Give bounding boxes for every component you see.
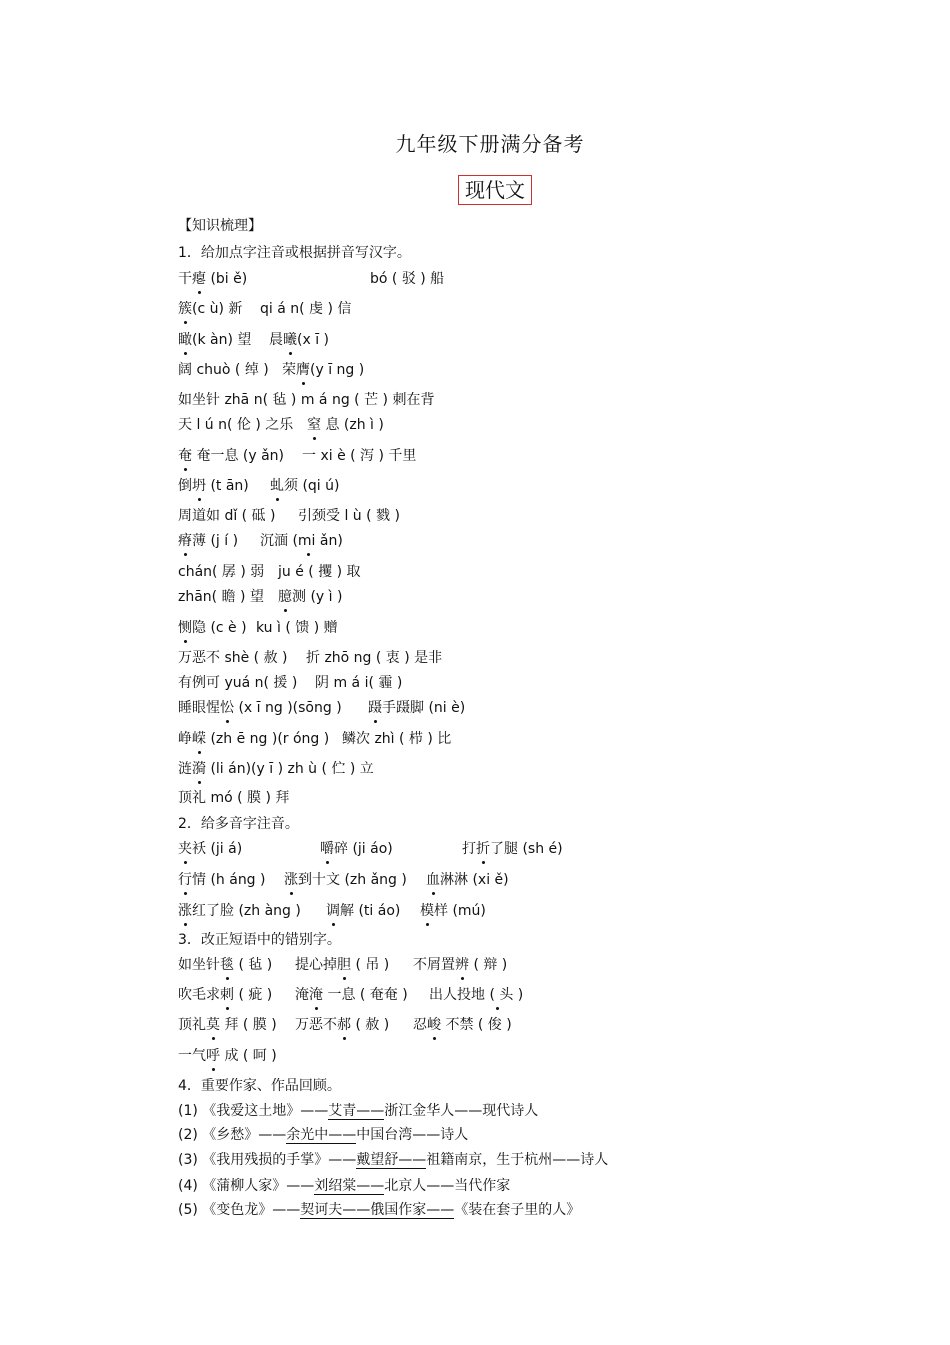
q1-row-11 [178, 562, 878, 582]
dotted-char: 臆 [278, 589, 292, 605]
text: 出人投 [429, 987, 471, 1003]
q1-entry: qi á n( 虔 ) 信 [260, 301, 352, 317]
q1-entry [269, 330, 329, 350]
q3-entry [178, 1046, 277, 1066]
q3-row-2 [178, 985, 878, 1005]
text: 如坐针 [178, 957, 220, 973]
question-1-prompt: 1．给加点字注音或根据拼音写汉字。 [178, 245, 411, 261]
text: ( 辩 ) [469, 957, 508, 973]
dotted-char: 峻 [427, 1017, 441, 1033]
text: 不屑置 [413, 957, 455, 973]
dotted-char: 刺 [220, 987, 234, 1003]
text: (li án)(y ī ) zh ù ( 伫 ) 立 [206, 761, 374, 777]
q3-entry [413, 955, 507, 975]
author-item-3 [178, 1150, 608, 1170]
q1-row-3 [178, 330, 878, 350]
question-3-prompt: 3．改正短语中的错别字。 [178, 932, 341, 948]
text: 不禁 ( 俊 ) [441, 1017, 512, 1033]
q1-entry [178, 759, 374, 779]
q1-entry: 阴 m á i( 霾 ) [315, 675, 403, 691]
work-title: 《我爱这土地》—— [202, 1103, 329, 1119]
q1-entry [178, 299, 242, 319]
q1-entry: 万恶不 shè ( 赦 ) [178, 650, 288, 666]
text: 吹毛求 [178, 987, 220, 1003]
q1-entry [178, 531, 238, 551]
item-number: (5) [178, 1202, 198, 1218]
work-title: 《变色龙》—— [202, 1202, 301, 1218]
section-heading: 【知识梳理】 [178, 218, 262, 234]
q1-entry [178, 269, 247, 289]
dotted-char: 瘠 [178, 533, 192, 549]
text: ( 吊 ) [351, 957, 390, 973]
text: 手蹑脚 (ni è) [382, 700, 466, 716]
item-number: (1) [178, 1103, 198, 1119]
dotted-char: 瞰 [178, 332, 192, 348]
q3-row-4 [178, 1046, 878, 1066]
author-info: 浙江金华人——现代诗人 [384, 1103, 539, 1119]
text: 提心掉 [295, 957, 337, 973]
q1-entry: 周道如 dǐ ( 砥 ) [178, 508, 276, 524]
dotted-char: 胆 [337, 957, 351, 973]
dotted-char: 模 [420, 903, 434, 919]
q1-entry [178, 618, 247, 638]
question-2-prompt: 2．给多音字注音。 [178, 816, 299, 832]
dotted-char: 夹 [178, 841, 192, 857]
dotted-char: 湎 (mi ǎn) [274, 533, 343, 549]
text: 奄一息 (y ǎn) [192, 448, 285, 464]
author-item-4 [178, 1176, 510, 1196]
text: (y ī ng ) [310, 362, 365, 378]
q1-entry [270, 476, 339, 496]
text: 沉 [260, 533, 274, 549]
text: (x ī ) [297, 332, 329, 348]
q1-entry: 引颈受 l ù ( 戮 ) [298, 508, 400, 524]
author-info: 中国台湾——诗人 [356, 1127, 469, 1143]
q1-entry [260, 531, 343, 551]
q1-row-8 [178, 476, 878, 496]
text: 成 ( 呵 ) [220, 1048, 277, 1064]
q1-row-2 [178, 299, 878, 319]
text: 隐 (c è ) [192, 620, 247, 636]
q1-row-4 [178, 360, 878, 380]
text: 情 (h áng ) [192, 872, 266, 888]
text: 顶礼 [178, 1017, 206, 1033]
q1-entry: 折 zhō ng ( 衷 ) 是非 [306, 650, 443, 666]
q1-row-7 [178, 446, 878, 466]
text: 淋淋 (xi ě) [440, 872, 509, 888]
text: 一气 [178, 1048, 206, 1064]
text: 须 (qi ú) [284, 478, 340, 494]
q1-entry [178, 729, 329, 749]
text: 涟 [178, 761, 192, 777]
q1-row-19: 顶礼 mó ( 膜 ) 拜 [178, 790, 290, 806]
q1-entry: bó ( 驳 ) 船 [370, 271, 445, 287]
text: 红了脸 (zh àng ) [192, 903, 301, 919]
dotted-char: 淹 [309, 987, 323, 1003]
text: 睡眼惺 [178, 700, 220, 716]
q1-row-1 [178, 269, 878, 289]
text: 样 (mú) [434, 903, 486, 919]
q3-entry [295, 1015, 389, 1035]
text: 打 [462, 841, 476, 857]
item-number: (3) [178, 1152, 198, 1168]
question-4-prompt: 4．重要作家、作品回顾。 [178, 1078, 341, 1094]
text: 峥 [178, 731, 192, 747]
author-item-2 [178, 1125, 468, 1145]
q1-row-6 [178, 415, 878, 435]
q1-entry: ku ì ( 馈 ) 赠 [256, 620, 338, 636]
q3-entry [295, 985, 408, 1005]
author-info: 北京人——当代作家 [384, 1178, 511, 1194]
q3-row-3 [178, 1015, 878, 1035]
q2-entry [326, 901, 400, 921]
text: ( 赦 ) [351, 1017, 390, 1033]
text: 干 [178, 271, 192, 287]
q2-entry [462, 839, 563, 859]
q1-entry: 天 l ú n( 伦 ) 之乐 [178, 417, 294, 433]
text: 万恶不 [295, 1017, 337, 1033]
q3-entry [429, 985, 523, 1005]
q2-entry [320, 839, 393, 859]
dotted-char: 毯 [220, 957, 234, 973]
text: 倒 [178, 478, 192, 494]
q2-entry [178, 901, 301, 921]
q1-entry: 一 xi è ( 泻 ) 千里 [302, 448, 417, 464]
q1-row-12 [178, 587, 878, 607]
text: 解 (ti áo) [340, 903, 401, 919]
q1-row-18 [178, 759, 878, 779]
q1-entry [282, 360, 364, 380]
q1-entry [178, 698, 342, 718]
dotted-char: 瘪 [192, 271, 206, 287]
text: (t ān) [206, 478, 249, 494]
text: 晨 [269, 332, 283, 348]
work-title: 《我用残损的手掌》—— [202, 1152, 357, 1168]
dotted-char: 膺 [296, 362, 310, 378]
dotted-char: 恻 [178, 620, 192, 636]
q1-entry: ju é ( 攫 ) 取 [278, 564, 361, 580]
dotted-char: 莫 [206, 1017, 220, 1033]
work-title: 《乡愁》—— [202, 1127, 287, 1143]
q1-entry: zhān( 瞻 ) 望 [178, 589, 264, 605]
author-name: 艾青—— [328, 1103, 385, 1119]
text: 碎 (ji áo) [334, 841, 393, 857]
q1-entry: 阔 chuò ( 绰 ) [178, 362, 269, 378]
q3-entry [178, 955, 272, 975]
q3-entry [413, 1015, 512, 1035]
dotted-char: 簇 [178, 301, 192, 317]
text: 了腿 (sh é) [490, 841, 563, 857]
q1-entry [178, 330, 251, 350]
q1-row-15 [178, 673, 878, 693]
text: (zh ē ng )(r óng ) [206, 731, 330, 747]
q1-entry: 鳞次 zhì ( 栉 ) 比 [342, 731, 452, 747]
dotted-char: 涨 [284, 872, 298, 888]
q2-entry [284, 870, 407, 890]
dotted-char: 呼 [206, 1048, 220, 1064]
text: (c ù) 新 [192, 301, 243, 317]
text: (bi ě) [206, 271, 248, 287]
dotted-char: 蹑 [368, 700, 382, 716]
work-title: 《蒲柳人家》—— [202, 1178, 315, 1194]
dotted-char: 嵘 [192, 731, 206, 747]
q1-row-16 [178, 698, 878, 718]
text: ( 疵 ) [234, 987, 273, 1003]
q1-entry [178, 446, 284, 466]
dotted-char: 奄 [178, 448, 192, 464]
q3-entry [178, 985, 272, 1005]
text: 到十文 (zh ǎng ) [298, 872, 407, 888]
q1-entry: chán( 孱 ) 弱 [178, 564, 265, 580]
text: 忍 [413, 1017, 427, 1033]
q1-entry [307, 415, 384, 435]
q1-row-9 [178, 506, 878, 526]
q1-row-5: 如坐针 zhā n( 毡 ) m á ng ( 芒 ) 刺在背 [178, 392, 435, 408]
text: 拜 ( 膜 ) [220, 1017, 277, 1033]
dotted-char: 行 [178, 872, 192, 888]
text: 薄 (j í ) [192, 533, 239, 549]
q2-entry [178, 839, 242, 859]
dotted-char: 漪 [192, 761, 206, 777]
author-item-5 [178, 1200, 580, 1220]
q2-row-2 [178, 870, 878, 890]
dotted-char: 窒 [307, 417, 321, 433]
q1-entry [178, 476, 249, 496]
dotted-char: 坍 [192, 478, 206, 494]
dotted-char: 涨 [178, 903, 192, 919]
author-info: 《装在套子里的人》 [454, 1202, 581, 1218]
text: 息 (zh ì ) [321, 417, 384, 433]
dotted-char: 血 [426, 872, 440, 888]
dotted-char: 曦 [283, 332, 297, 348]
q1-row-10 [178, 531, 878, 551]
q3-row-1 [178, 955, 878, 975]
text: 袄 (ji á) [192, 841, 243, 857]
q2-entry [426, 870, 509, 890]
section-title-box: 现代文 [458, 175, 532, 205]
text: (k àn) 望 [192, 332, 252, 348]
text: 淹 [295, 987, 309, 1003]
author-name: 契诃夫——俄国作家—— [300, 1202, 455, 1218]
author-name: 余光中—— [286, 1127, 357, 1143]
dotted-char: 地 ( 头 ) [471, 987, 524, 1003]
author-item-1 [178, 1101, 538, 1121]
q3-entry [295, 955, 389, 975]
author-name: 刘绍棠—— [314, 1178, 385, 1194]
q3-entry [178, 1015, 277, 1035]
document-title: 九年级下册满分备考 [395, 132, 585, 156]
q2-row-3 [178, 901, 878, 921]
item-number: (4) [178, 1178, 198, 1194]
text: ( 毡 ) [234, 957, 273, 973]
text: 测 (y ì ) [292, 589, 343, 605]
dotted-char: 虬 [270, 478, 284, 494]
q2-row-1 [178, 839, 878, 859]
q1-row-17 [178, 729, 878, 749]
q2-entry [420, 901, 486, 921]
q1-row-13 [178, 618, 878, 638]
text: 一息 ( 奄奄 ) [323, 987, 408, 1003]
q2-entry [178, 870, 266, 890]
dotted-char: 辨 [455, 957, 469, 973]
q1-entry [278, 587, 342, 607]
text: (x ī ng )(sōng ) [234, 700, 342, 716]
q1-entry: 有例可 yuá n( 援 ) [178, 675, 298, 691]
author-name: 戴望舒—— [356, 1152, 427, 1168]
dotted-char: 调 [326, 903, 340, 919]
q1-row-14 [178, 648, 878, 668]
text: 荣 [282, 362, 296, 378]
dotted-char: 嚼 [320, 841, 334, 857]
q1-entry [368, 698, 465, 718]
dotted-char: 忪 [220, 700, 234, 716]
author-info: 祖籍南京，生于杭州——诗人 [426, 1152, 609, 1168]
item-number: (2) [178, 1127, 198, 1143]
dotted-char: 折 [476, 841, 490, 857]
dotted-char: 郝 [337, 1017, 351, 1033]
